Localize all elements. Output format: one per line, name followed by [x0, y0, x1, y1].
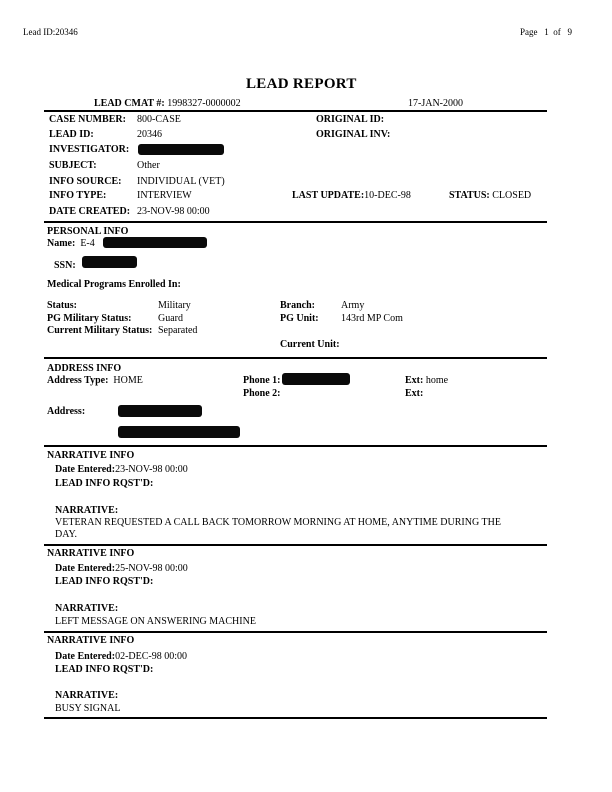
- date-created-value: 23-NOV-98 00:00: [137, 206, 210, 217]
- date-entered-value: 23-NOV-98 00:00: [115, 464, 188, 475]
- case-number-value: 800-CASE: [137, 114, 181, 125]
- narrative-header: NARRATIVE INFO: [47, 548, 135, 559]
- military-status-value: Military: [158, 300, 191, 311]
- ext1-label: Ext:: [405, 375, 424, 386]
- divider-narrative-3: [44, 631, 547, 633]
- branch-label: Branch:: [280, 300, 315, 311]
- lead-info-rqst-label: LEAD INFO RQST'D:: [55, 664, 154, 675]
- last-update-value: 10-DEC-98: [364, 190, 411, 201]
- status-value: CLOSED: [492, 190, 532, 201]
- narrative-label: NARRATIVE:: [55, 603, 119, 614]
- status: [449, 190, 531, 201]
- page-number: 1: [544, 27, 549, 37]
- lead-id-header: Lead ID:20346: [23, 27, 78, 37]
- address-line2-redaction: [118, 426, 240, 438]
- subject-label: SUBJECT:: [49, 160, 97, 171]
- narrative-text-line: BUSY SIGNAL: [55, 703, 121, 714]
- ext1-value: home: [425, 375, 449, 386]
- phone2-label: Phone 2:: [243, 388, 281, 399]
- lead-id-label: LEAD ID:: [49, 129, 94, 140]
- last-update: [292, 190, 411, 201]
- name-label: Name:: [47, 238, 76, 249]
- medical-programs-label: Medical Programs Enrolled In:: [47, 279, 181, 290]
- narrative-date: [55, 651, 187, 662]
- last-update-label: LAST UPDATE:: [292, 190, 365, 201]
- page-label: Page: [520, 27, 538, 37]
- ssn-redaction: [82, 256, 137, 268]
- ext2-label: Ext:: [405, 388, 424, 399]
- current-military-status-value: Separated: [158, 325, 198, 336]
- phone1-label: Phone 1:: [243, 375, 281, 386]
- military-status-label: Status:: [47, 300, 78, 311]
- original-id-label: ORIGINAL ID:: [316, 114, 385, 125]
- cmat-label: LEAD CMAT #:: [94, 98, 165, 109]
- divider-personal: [44, 221, 547, 223]
- date-entered-label: Date Entered:: [55, 651, 116, 662]
- page-of-label: of: [553, 27, 561, 37]
- narrative-label: NARRATIVE:: [55, 690, 119, 701]
- lead-info-rqst-label: LEAD INFO RQST'D:: [55, 478, 154, 489]
- cmat-value: 1998327-0000002: [167, 98, 241, 109]
- name-redaction: [103, 237, 207, 248]
- cmat-date: 17-JAN-2000: [408, 98, 463, 109]
- address-line1-redaction: [118, 405, 202, 417]
- divider-narrative-1: [44, 445, 547, 447]
- info-type-label: INFO TYPE:: [49, 190, 107, 201]
- status-label: STATUS:: [449, 190, 490, 201]
- narrative-header: NARRATIVE INFO: [47, 450, 135, 461]
- narrative-text-line: DAY.: [55, 529, 77, 540]
- subject-value: Other: [137, 160, 160, 171]
- narrative-date: [55, 464, 188, 475]
- divider-bottom: [44, 717, 547, 719]
- pg-military-status-label: PG Military Status:: [47, 313, 132, 324]
- address-type-value: HOME: [113, 375, 143, 386]
- date-entered-value: 25-NOV-98 00:00: [115, 563, 188, 574]
- date-entered-label: Date Entered:: [55, 464, 116, 475]
- current-unit-label: Current Unit:: [280, 339, 340, 350]
- divider-narrative-2: [44, 544, 547, 546]
- name-row: [47, 238, 95, 249]
- address-label: Address:: [47, 406, 86, 417]
- personal-info-header: PERSONAL INFO: [47, 226, 129, 237]
- narrative-label: NARRATIVE:: [55, 505, 119, 516]
- investigator-label: INVESTIGATOR:: [49, 144, 130, 155]
- phone1-redaction: [282, 373, 350, 385]
- page-indicator: [520, 27, 572, 37]
- info-source-label: INFO SOURCE:: [49, 176, 122, 187]
- address-type-label: Address Type:: [47, 375, 109, 386]
- lead-id-value: 20346: [137, 129, 162, 140]
- pg-military-status-value: Guard: [158, 313, 183, 324]
- investigator-redaction: [138, 144, 224, 155]
- narrative-header: NARRATIVE INFO: [47, 635, 135, 646]
- info-type-value: INTERVIEW: [137, 190, 192, 201]
- divider-address: [44, 357, 547, 359]
- date-entered-label: Date Entered:: [55, 563, 116, 574]
- pg-unit-label: PG Unit:: [280, 313, 319, 324]
- narrative-text-line: VETERAN REQUESTED A CALL BACK TOMORROW MORNING AT HOME, ANYTIME DURING THE: [55, 517, 501, 528]
- address-info-header: ADDRESS INFO: [47, 363, 122, 374]
- report-title: LEAD REPORT: [246, 76, 357, 92]
- branch-value: Army: [341, 300, 365, 311]
- page-total: 9: [567, 27, 572, 37]
- narrative-text-line: LEFT MESSAGE ON ANSWERING MACHINE: [55, 616, 256, 627]
- date-created-label: DATE CREATED:: [49, 206, 131, 217]
- cmat-line: [94, 98, 241, 109]
- name-prefix: E-4: [80, 238, 95, 249]
- date-entered-value: 02-DEC-98 00:00: [115, 651, 188, 662]
- lead-info-rqst-label: LEAD INFO RQST'D:: [55, 576, 154, 587]
- current-military-status-label: Current Military Status:: [47, 325, 153, 336]
- address-type-row: [47, 375, 143, 386]
- ssn-label: SSN:: [54, 260, 76, 271]
- case-number-label: CASE NUMBER:: [49, 114, 126, 125]
- pg-unit-value: 143rd MP Com: [341, 313, 403, 324]
- narrative-date: [55, 563, 188, 574]
- divider-top: [44, 110, 547, 112]
- info-source-value: INDIVIDUAL (VET): [137, 176, 225, 187]
- ext1: [405, 375, 448, 386]
- original-inv-label: ORIGINAL INV:: [316, 129, 391, 140]
